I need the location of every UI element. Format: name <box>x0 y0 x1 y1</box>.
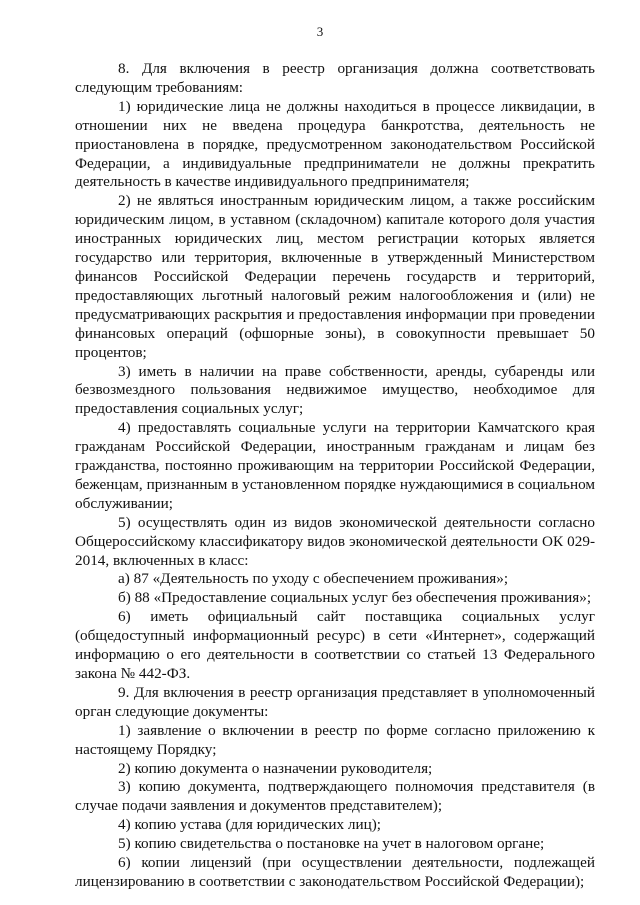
list-item-8-5-a: а) 87 «Деятельность по уходу с обеспечением проживания»; <box>118 570 509 588</box>
page-number: 3 <box>316 24 324 39</box>
list-item-8-5: 5) осуществлять один из видов экономической деятельности согласно Общероссийскому классификатору видов экономической деятельности ОК 029-2014, включенных в класс: <box>75 513 595 569</box>
list-item-8-5-b: б) 88 «Предоставление социальных услуг без обеспечения проживания»; <box>118 589 592 607</box>
list-item-9-3: 3) копию документа, подтверждающего полномочия представителя (в случае подачи заявления и документов представителем); <box>75 778 595 815</box>
list-item-8-6: 6) иметь официальный сайт поставщика социальных услуг (общедоступный информационный ресурс) в сети «Интернет», содержащий информацию о его деятельности в соответствии со статьей 13 Федерального закона № 442-ФЗ. <box>75 608 595 682</box>
list-item-9-2: 2) копию документа о назначении руководителя; <box>118 759 433 777</box>
paragraph-8: 8. Для включения в реестр организация должна соответствовать следующим требованиям: <box>75 60 595 96</box>
list-item-9-5: 5) копию свидетельства о постановке на учет в налоговом органе; <box>118 835 545 853</box>
list-item-8-1: 1) юридические лица не должны находиться в процессе ликвидации, в отношении них не введена процедура банкротства, деятельность не приостановлена в порядке, предусмотренном законодательством Российской Федерации, а индивидуальные предприниматели не должны прекратить деятельность в качестве индивидуального предпринимателя; <box>75 97 595 191</box>
list-item-8-3: 3) иметь в наличии на праве собственности, аренды, субаренды или безвозмездного пользования недвижимое имущество, необходимое для предоставления социальных услуг; <box>75 362 595 418</box>
list-item-9-6: 6) копии лицензий (при осуществлении деятельности, подлежащей лицензированию в соответствии с законодательством Российской Федерации); <box>75 854 595 890</box>
list-item-9-4: 4) копию устава (для юридических лиц); <box>118 816 382 834</box>
document-body <box>75 60 595 892</box>
list-item-8-2: 2) не являться иностранным юридическим лицом, а также российским юридическим лицом, в уставном (складочном) капитале которого доля участия иностранных юридических лиц, местом регистрации которых является государство или территория, включенные в утвержденный Министерством финансов Российской Федерации перечень государств и территорий, предоставляющих льготный налоговый режим налогообложения и (или) не предусматривающих раскрытия и предоставления информации при проведении финансовых операций (офшорные зоны), в совокупности превышает 50 процентов; <box>75 192 595 361</box>
list-item-8-4: 4) предоставлять социальные услуги на территории Камчатского края гражданам Российской Федерации, иностранным гражданам и лицам без гражданства, постоянно проживающим на территории Российской Федерации, беженцам, признанным в установленном порядке нуждающимися в социальном обслуживании; <box>75 419 595 512</box>
list-item-9-1: 1) заявление о включении в реестр по форме согласно приложению к настоящему Порядку; <box>75 721 595 758</box>
paragraph-9: 9. Для включения в реестр организация представляет в уполномоченный орган следующие документы: <box>75 683 595 720</box>
